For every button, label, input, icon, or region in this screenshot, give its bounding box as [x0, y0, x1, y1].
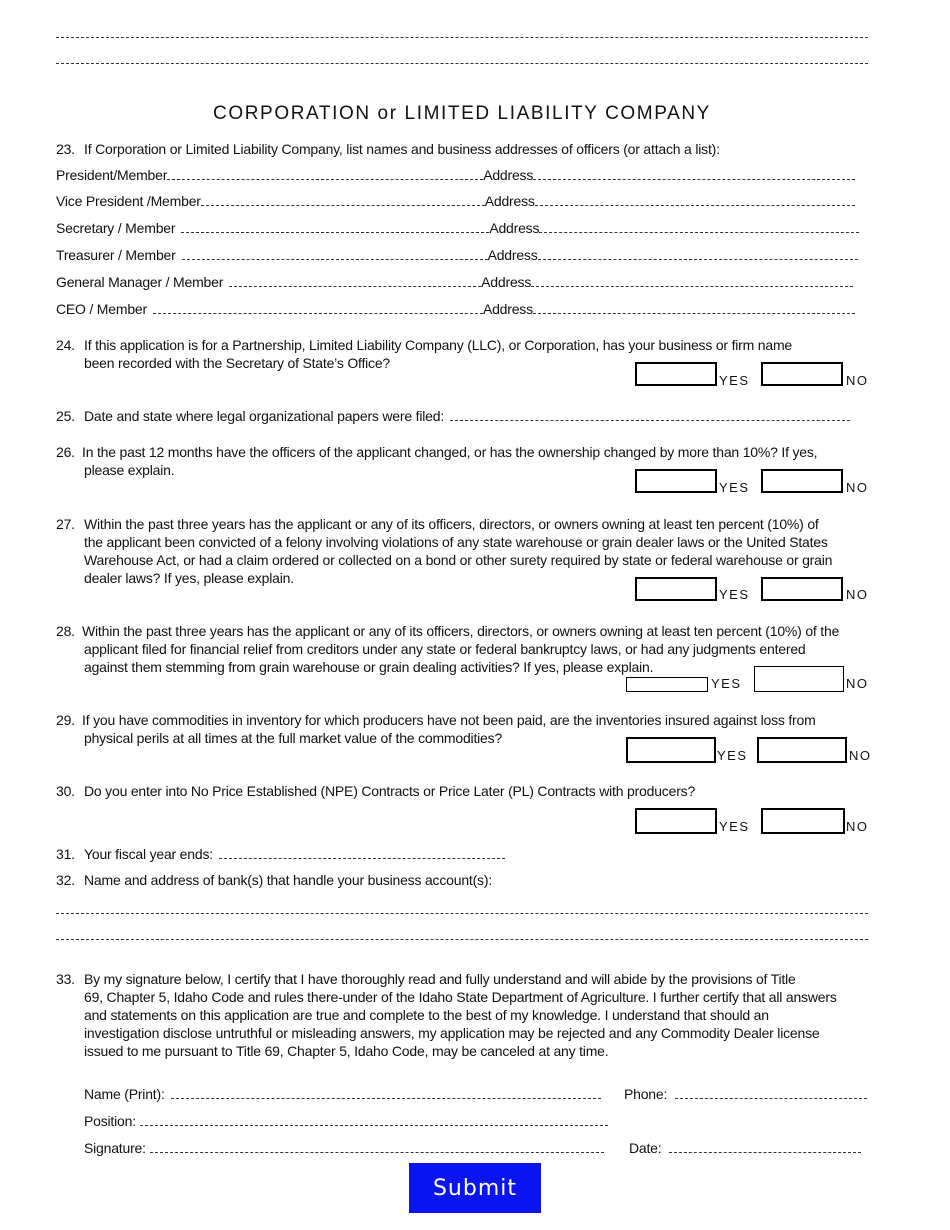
phone-field[interactable]: [624, 1086, 867, 1102]
question-text-cont: physical perils at all times at the full market value of the commodities?: [84, 730, 503, 746]
question-33: [56, 970, 874, 1060]
top-rule-2: [56, 63, 868, 64]
question-text: If this application is for a Partnership, Limited Liability Company (LLC), or Corporation, has your business or firm name: [84, 337, 793, 353]
q28-yes-box[interactable]: [626, 677, 708, 692]
question-text: By my signature below, I certify that I have thoroughly read and fully understand and will abide by the provisions of Title: [84, 971, 796, 987]
submit-button[interactable]: Submit: [409, 1163, 541, 1213]
officer-label: President/Member: [56, 167, 168, 183]
question-text-cont: against them stemming from grain warehouse or grain dealing activities? If yes, please explain.: [84, 659, 654, 675]
page-title: CORPORATION or LIMITED LIABILITY COMPANY: [213, 103, 711, 124]
officer-label: Vice President /Member: [56, 193, 201, 209]
officer-label: CEO / Member: [56, 301, 147, 317]
question-26: [56, 443, 874, 479]
question-31[interactable]: [56, 846, 505, 862]
date-field[interactable]: [629, 1140, 861, 1156]
question-text-cont: been recorded with the Secretary of State’s Office?: [84, 355, 391, 371]
question-text-cont: investigation disclose untruthful or misleading answers, my application may be rejected and any Commodity Dealer license: [84, 1025, 820, 1041]
officer-row-secretary[interactable]: [56, 220, 859, 236]
question-32: [56, 872, 492, 888]
address-label: Address: [482, 301, 533, 317]
question-text-cont: the applicant been convicted of a felony involving violations of any state warehouse or grain dealer laws or the United States: [84, 534, 828, 550]
question-text-cont: and statements on this application are true and complete to the best of my knowledge. I understand that should an: [84, 1007, 769, 1023]
address-label: Address: [487, 247, 538, 263]
q26-yes-label: YES: [719, 480, 750, 495]
question-24: [56, 336, 874, 372]
q27-yes-label: YES: [719, 587, 750, 602]
q24-yes-label: YES: [719, 373, 750, 388]
phone-label: Phone:: [624, 1086, 668, 1102]
officer-label: Secretary / Member: [56, 220, 176, 236]
question-29: [56, 711, 874, 747]
question-text: If you have commodities in inventory for which producers have not been paid, are the inventories insured against loss from: [82, 712, 816, 728]
q30-yes-box[interactable]: [635, 808, 717, 834]
question-text: In the past 12 months have the officers of the applicant changed, or has the ownership changed by more than 10%? If yes,: [82, 444, 818, 460]
officer-row-vice-president[interactable]: [56, 193, 855, 209]
question-number: 24.: [56, 337, 75, 353]
address-label: Address: [484, 193, 535, 209]
question-text: Within the past three years has the applicant or any of its officers, directors, or owners owning at least ten percent (10%) of the: [82, 623, 840, 639]
q24-no-label: NO: [846, 373, 869, 388]
question-number: 31.: [56, 846, 75, 862]
q24-no-box[interactable]: [761, 362, 843, 386]
question-number: 23.: [56, 141, 75, 157]
q24-yes-box[interactable]: [635, 362, 717, 386]
question-text: Do you enter into No Price Established (NPE) Contracts or Price Later (PL) Contracts with producers?: [84, 783, 696, 799]
question-number: 28.: [56, 623, 75, 639]
question-text: Within the past three years has the applicant or any of its officers, directors, or owners owning at least ten percent (10%) of: [84, 516, 819, 532]
officer-row-general-manager[interactable]: [56, 274, 853, 290]
question-number: 25.: [56, 408, 75, 424]
address-label: Address: [481, 274, 532, 290]
q28-no-label: NO: [846, 676, 869, 691]
officer-label: Treasurer / Member: [56, 247, 176, 263]
top-rule-1: [56, 37, 868, 38]
name-label: Name (Print):: [84, 1086, 165, 1102]
bank-line-2[interactable]: [56, 939, 868, 940]
name-print-field[interactable]: [84, 1086, 601, 1102]
question-text: Date and state where legal organizational papers were filed:: [84, 408, 445, 424]
officer-row-ceo[interactable]: [56, 301, 855, 317]
question-25[interactable]: [56, 408, 850, 424]
signature-field[interactable]: [84, 1140, 604, 1156]
address-label: Address: [489, 220, 540, 236]
question-27: [56, 515, 874, 587]
officer-row-president[interactable]: [56, 167, 855, 183]
q26-no-box[interactable]: [761, 469, 843, 493]
position-field[interactable]: [84, 1113, 608, 1129]
q26-yes-box[interactable]: [635, 469, 717, 493]
question-number: 27.: [56, 516, 75, 532]
q27-no-label: NO: [846, 587, 869, 602]
signature-label: Signature:: [84, 1140, 146, 1156]
q29-no-label: NO: [849, 748, 872, 763]
question-text: Your fiscal year ends:: [84, 846, 213, 862]
question-text: Name and address of bank(s) that handle your business account(s):: [84, 872, 493, 888]
question-number: 29.: [56, 712, 75, 728]
q30-no-label: NO: [846, 819, 869, 834]
q30-no-box[interactable]: [761, 808, 845, 834]
q30-yes-label: YES: [719, 819, 750, 834]
q29-yes-label: YES: [717, 748, 748, 763]
q29-no-box[interactable]: [757, 737, 847, 763]
question-text-cont: issued to me pursuant to Title 69, Chapter 5, Idaho Code, may be canceled at any time.: [84, 1043, 609, 1059]
officer-row-treasurer[interactable]: [56, 247, 858, 263]
question-text: If Corporation or Limited Liability Company, list names and business addresses of officers (or attach a list):: [84, 141, 720, 157]
question-28: [56, 622, 874, 676]
question-number: 26.: [56, 444, 75, 460]
question-text-cont: 69, Chapter 5, Idaho Code and rules there-under of the Idaho State Department of Agriculture. I further certify that all answers: [84, 989, 837, 1005]
question-text-cont: dealer laws? If yes, please explain.: [84, 570, 294, 586]
question-number: 32.: [56, 872, 75, 888]
q29-yes-box[interactable]: [626, 737, 716, 763]
question-text-cont: please explain.: [84, 462, 175, 478]
question-text-cont: applicant filed for financial relief from creditors under any state or federal bankruptcy laws, or had any judgments entered: [84, 641, 806, 657]
question-30: [56, 783, 695, 799]
date-label: Date:: [629, 1140, 662, 1156]
position-label: Position:: [84, 1113, 136, 1129]
q28-yes-label: YES: [711, 676, 742, 691]
q27-yes-box[interactable]: [635, 577, 717, 601]
question-number: 30.: [56, 783, 75, 799]
q26-no-label: NO: [846, 480, 869, 495]
address-label: Address: [483, 167, 534, 183]
question-number: 33.: [56, 971, 75, 987]
officer-label: General Manager / Member: [56, 274, 224, 290]
question-23: [56, 140, 874, 158]
question-text-cont: Warehouse Act, or had a claim ordered or collected on a bond or other surety required by state or federal warehouse or grain: [84, 552, 833, 568]
q28-no-box[interactable]: [754, 666, 844, 692]
q27-no-box[interactable]: [761, 577, 843, 601]
bank-line-1[interactable]: [56, 913, 868, 914]
